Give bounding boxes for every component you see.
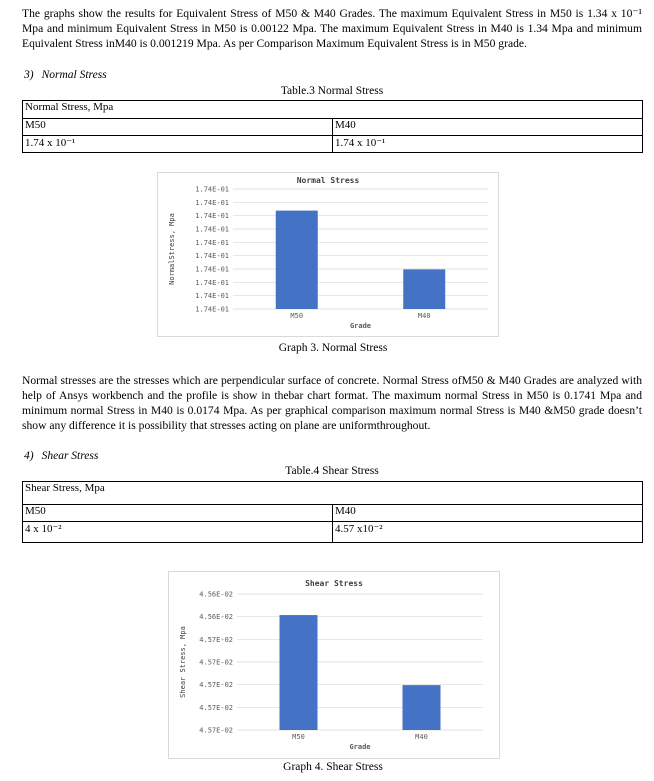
y-tick-label: 4.56E-02 <box>199 590 233 599</box>
normal-stress-chart-svg <box>158 173 498 336</box>
table3-col2: M40 <box>333 119 643 136</box>
x-axis-label: Grade <box>349 743 371 751</box>
y-tick-label: 1.74E-01 <box>195 185 229 194</box>
section-number: 3) <box>24 69 34 81</box>
y-tick-label: 4.57E-02 <box>199 703 233 712</box>
section-heading-normal-stress <box>24 69 107 81</box>
y-tick-label: 1.74E-01 <box>195 238 229 247</box>
y-tick-label: 4.57E-02 <box>199 681 233 690</box>
table3-caption: Table.3 Normal Stress <box>280 85 384 97</box>
table3-val1: 1.74 x 10⁻¹ <box>23 136 333 153</box>
y-tick-label: 1.74E-01 <box>195 278 229 287</box>
normal-stress-table <box>22 100 643 153</box>
section-heading-shear-stress <box>24 450 98 462</box>
shear-stress-chart-svg <box>169 572 499 758</box>
intro-paragraph: The graphs show the results for Equivalent Stress of M50 & M40 Grades. The maximum Equivalent Stress in M50 is 1.34 x 10⁻¹ Mpa and minimum Equivalent Stress in M50 is 0.00122 Mpa. The maximum Equivalent Stress in M40 is 1.34 Mpa and minimum Equivalent Stress inM40 is 0.001219 Mpa. As per Comparison Maximum Equivalent Stress is in M50 grade. <box>22 7 642 50</box>
shear-stress-table <box>22 481 643 543</box>
x-tick-label: M50 <box>292 733 305 741</box>
y-tick-label: 4.56E-02 <box>199 613 233 622</box>
y-tick-label: 1.74E-01 <box>195 252 229 261</box>
x-tick-label: M40 <box>415 733 428 741</box>
bar-m40 <box>403 685 441 730</box>
y-tick-label: 1.74E-01 <box>195 225 229 234</box>
y-tick-label: 1.74E-01 <box>195 305 229 314</box>
x-axis-label: Grade <box>349 322 372 330</box>
y-axis-label: NormalStress, Mpa <box>168 213 176 285</box>
x-tick-label: M50 <box>290 312 304 320</box>
bar-m50 <box>276 211 318 309</box>
table4-val2: 4.57 x10⁻² <box>333 522 643 543</box>
table3-header: Normal Stress, Mpa <box>23 101 643 119</box>
y-axis-label: Shear Stress, Mpa <box>179 626 187 698</box>
y-tick-label: 1.74E-01 <box>195 265 229 274</box>
bar-m50 <box>280 615 318 730</box>
normal-stress-chart <box>157 172 499 337</box>
y-tick-label: 1.74E-01 <box>195 198 229 207</box>
table4-header: Shear Stress, Mpa <box>23 482 643 505</box>
table4-caption: Table.4 Shear Stress <box>285 465 379 477</box>
table4-val1: 4 x 10⁻² <box>23 522 333 543</box>
graph3-caption: Graph 3. Normal Stress <box>278 342 388 354</box>
chart-title: Shear Stress <box>305 579 363 588</box>
x-tick-label: M40 <box>417 312 431 320</box>
normal-stress-paragraph: Normal stresses are the stresses which are perpendicular surface of concrete. Normal Stress ofM50 & M40 Grades are analyzed with help of Ansys workbench and the profile is show in thebar chart format. The maximum normal Stress in M50 is 0.1741 Mpa and minimum normal Stress in M40 is 0.0174 Mpa. As per graphical comparison maximum normal Stress is M40 &M50 grade doesn’t show any difference it is possibility that stresses acting on plane are uniformthroughout. <box>22 374 642 432</box>
graph4-caption: Graph 4. Shear Stress <box>283 761 383 773</box>
table4-col1: M50 <box>23 505 333 522</box>
y-tick-label: 4.57E-02 <box>199 726 233 735</box>
y-tick-label: 4.57E-02 <box>199 658 233 667</box>
bar-m40 <box>403 269 445 309</box>
table4-col2: M40 <box>333 505 643 522</box>
section-title: Normal Stress <box>41 69 107 81</box>
y-tick-label: 4.57E-02 <box>199 635 233 644</box>
y-tick-label: 1.74E-01 <box>195 292 229 301</box>
chart-title: Normal Stress <box>296 176 360 185</box>
y-tick-label: 1.74E-01 <box>195 212 229 221</box>
table3-val2: 1.74 x 10⁻¹ <box>333 136 643 153</box>
section-number: 4) <box>24 450 34 462</box>
shear-stress-chart <box>168 571 500 759</box>
table3-col1: M50 <box>23 119 333 136</box>
section-title: Shear Stress <box>41 450 99 462</box>
